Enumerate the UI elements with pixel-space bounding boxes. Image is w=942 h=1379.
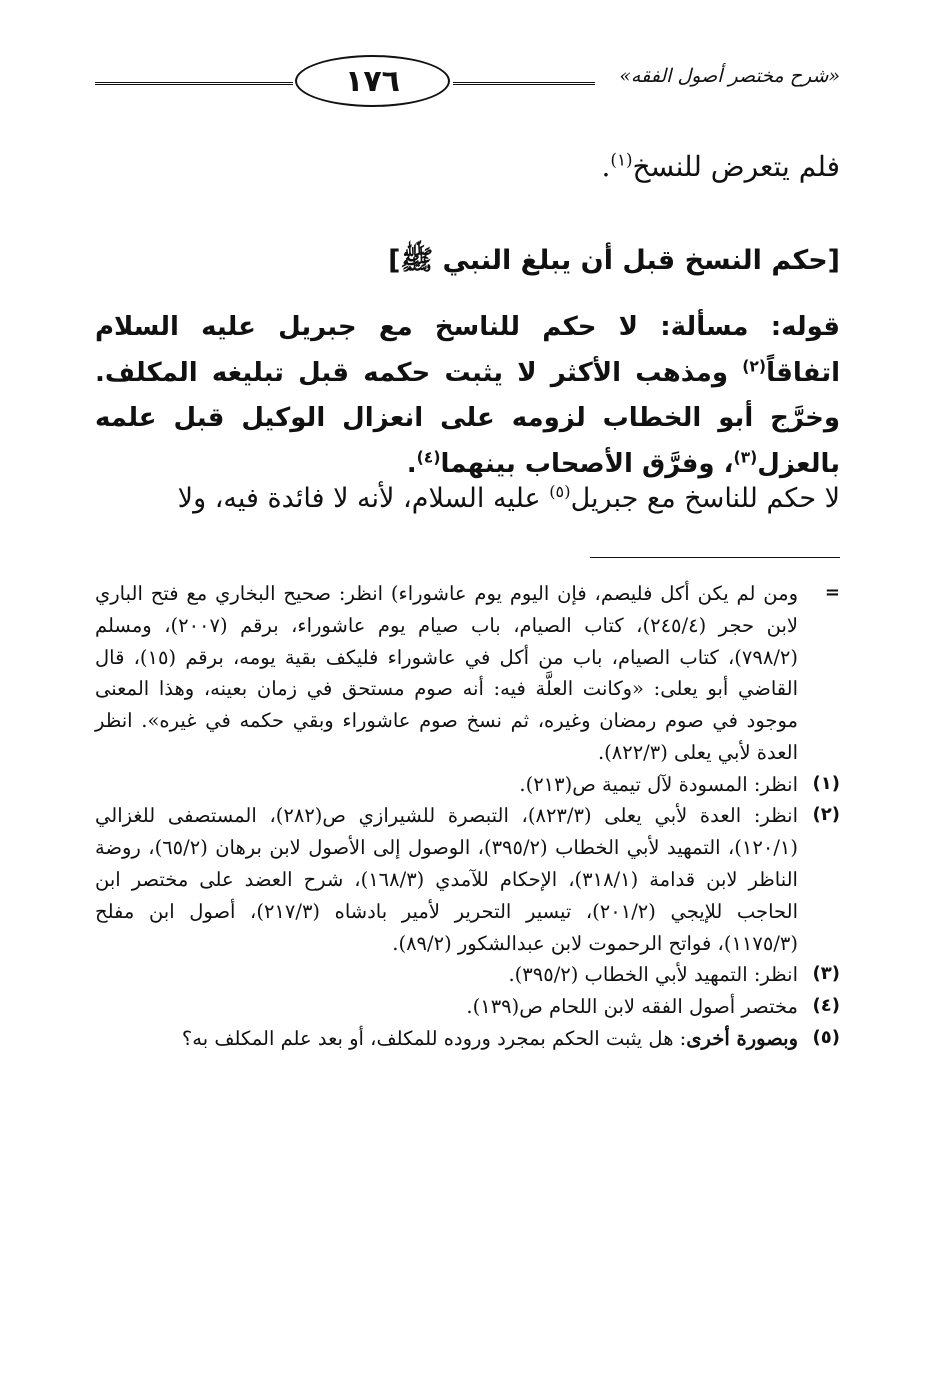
footnote-text: انظر: التمهيد لأبي الخطاب (٣٩٥/٢).	[508, 963, 798, 987]
paragraph-2-text-a: لا حكم للناسخ مع جبريل	[570, 483, 840, 514]
footnote-text	[95, 1023, 798, 1055]
footnote-text: انظر: العدة لأبي يعلى (٨٢٣/٣)، التبصرة للشيرازي ص(٢٨٢)، المستصفى للغزالي (١٢٠/١)، التمهيد لأبي الخطاب (٣٩٥/٢)، الوصول إلى الأصول لابن برهان (٦٥/٢)، روضة الناظر لابن قدامة (٣١٨/١)، الإحكام للآمدي (١٦٨/٣)، شرح العضد على مختصر ابن الحاجب للإيجي (٢٠١/٢)، تيسير التحرير لأمير بادشاه (٢١٧/٣)، أصول ابن مفلح (١١٧٥/٣)، فواتح الرحموت لابن عبدالشكور (٨٩/٢).	[95, 804, 798, 955]
footnote-marker: (٢)	[812, 804, 840, 826]
paragraph-2	[95, 478, 840, 520]
footnote-text: انظر: المسودة لآل تيمية ص(٢١٣).	[519, 772, 798, 796]
footnote-text: مختصر أصول الفقه لابن اللحام ص(١٣٩).	[466, 995, 798, 1019]
footnote-ref-1: (١)	[610, 149, 633, 170]
running-title: «شرح مختصر أصول الفقه»	[619, 65, 840, 87]
footnote-3	[95, 959, 840, 991]
footnote-2	[95, 800, 840, 959]
paragraph-2-text-b: عليه السلام، لأنه لا فائدة فيه، ولا	[177, 483, 550, 514]
section-heading: [حكم النسخ قبل أن يبلغ النبي ﷺ]	[388, 245, 840, 276]
matn-paragraph	[95, 305, 840, 487]
page-header	[95, 45, 840, 115]
footnote-ref-4: (٤)	[416, 447, 441, 466]
footnote-marker: (٥)	[812, 1026, 840, 1048]
footnotes	[95, 578, 840, 1055]
footnote-1	[95, 769, 840, 801]
footnote-continuation	[95, 578, 840, 769]
paragraph-1	[95, 145, 840, 188]
footnote-marker: (١)	[812, 772, 840, 794]
footnote-body: : هل يثبت الحكم بمجرد وروده للمكلف، أو بعد علم المكلف به؟	[181, 1026, 687, 1050]
footnote-ref-3: (٣)	[733, 447, 758, 466]
matn-text-d: .	[406, 448, 417, 479]
matn-text-b: ومذهب الأكثر لا يثبت حكمه قبل تبليغه المكلف. وخرَّج أبو الخطاب لزومه على انعزال الوكيل قبل علمه بالعزل	[95, 357, 840, 479]
footnote-marker: =	[824, 582, 840, 603]
footnote-separator	[590, 557, 840, 558]
footnote-marker: (٤)	[812, 995, 840, 1017]
paragraph-1-end: .	[601, 150, 611, 183]
header-rule-right	[453, 82, 595, 85]
footnote-4	[95, 991, 840, 1023]
paragraph-1-text: فلم يتعرض للنسخ	[632, 150, 840, 183]
matn-text-a: قوله: مسألة: لا حكم للناسخ مع جبريل عليه السلام اتفاقاً	[95, 312, 840, 388]
footnote-ref-2: (٢)	[742, 356, 767, 375]
header-rule-left	[95, 82, 293, 85]
matn-text-c: ، وفرَّق الأصحاب بينهما	[440, 448, 734, 479]
footnote-lead: وبصورة أخرى	[686, 1026, 798, 1050]
footnote-text: ومن لم يكن أكل فليصم، فإن اليوم يوم عاشوراء) انظر: صحيح البخاري مع فتح الباري لابن حجر (٢٤٥/٤)، كتاب الصيام، باب صيام يوم عاشوراء، برقم (٢٠٠٧)، ومسلم (٧٩٨/٢)، كتاب الصيام، باب من أكل في عاشوراء فليكف بقية يومه، برقم (١٥)، قال القاضي أبو يعلى: «وكانت العلَّة فيه: أنه صوم مستحق في زمان بعينه، وهذا المعنى موجود في صوم رمضان وغيره، ثم نسخ صوم عاشوراء وبقي حكمه في غيره». انظر العدة لأبي يعلى (٨٢٢/٣).	[95, 582, 798, 764]
footnote-ref-5: (٥)	[549, 482, 571, 501]
page-number: ١٧٦	[295, 55, 450, 107]
footnote-5	[95, 1023, 840, 1055]
footnote-marker: (٣)	[812, 963, 840, 985]
